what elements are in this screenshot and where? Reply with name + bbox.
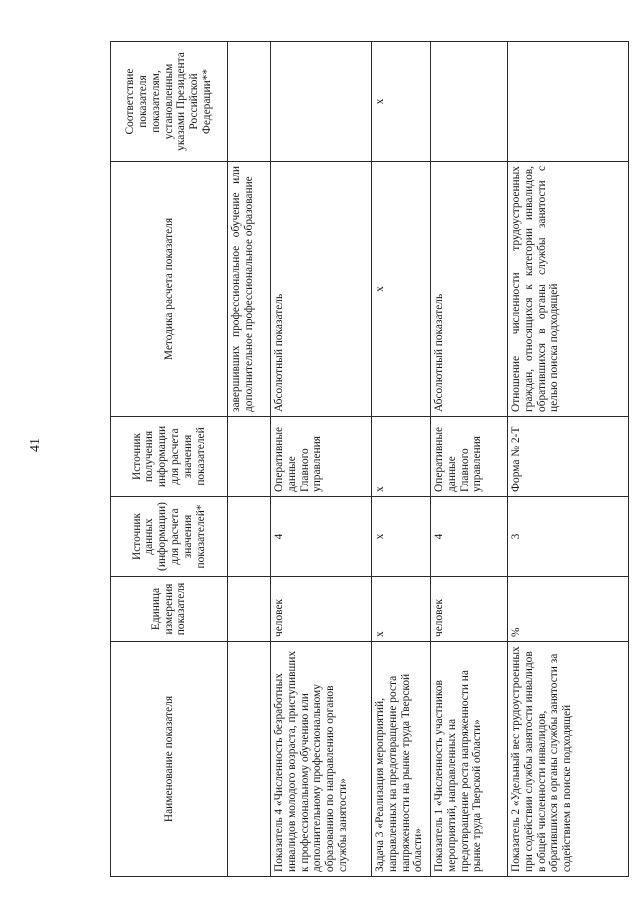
cell-data-source: 3 xyxy=(508,497,629,577)
header-presidential-compliance: Соответствие показателя показателям, установленным указами Президента Российской Федерации** xyxy=(111,42,228,162)
cell-unit: % xyxy=(508,577,629,642)
header-unit: Единица измерения показателя xyxy=(111,577,228,642)
cell-method: Абсолютный показатель xyxy=(271,162,372,417)
cell-unit xyxy=(228,577,271,642)
table-row xyxy=(372,42,431,877)
cell-unit: человек xyxy=(431,577,508,642)
cell-method: завершивших профессиональное обучение или дополнительное профессиональное образование xyxy=(228,162,271,417)
cell-unit: х xyxy=(372,577,431,642)
cell-info-source: х xyxy=(372,417,431,497)
cell-data-source xyxy=(228,497,271,577)
cell-compliance xyxy=(508,42,629,162)
table-header-row xyxy=(111,42,228,877)
cell-data-source: 4 xyxy=(431,497,508,577)
cell-info-source: Оперативные данные Главного управления xyxy=(271,417,372,497)
cell-compliance xyxy=(228,42,271,162)
rotated-table-wrapper xyxy=(110,42,618,877)
cell-indicator-name xyxy=(228,642,271,877)
cell-indicator-name: Показатель 2 «Удельный вес трудоустроенных при содействии службы занятости инвалидов в общей численности инвалидов, обратившихся в органы службы занятости за содействием в поиске подходящей xyxy=(508,642,629,877)
table-row xyxy=(508,42,629,877)
cell-compliance xyxy=(431,42,508,162)
cell-data-source: 4 xyxy=(271,497,372,577)
cell-method: Отношение численности трудоустроенных граждан, относящихся к категории инвалидов, обратившихся в органы службы занятости с целью поиска подходящей xyxy=(508,162,629,417)
cell-info-source: Форма № 2-Т xyxy=(508,417,629,497)
cell-method: х xyxy=(372,162,431,417)
cell-method: Абсолютный показатель xyxy=(431,162,508,417)
header-indicator-name: Наименование показателя xyxy=(111,642,228,877)
cell-data-source: х xyxy=(372,497,431,577)
cell-indicator-name: Задача 3 «Реализация мероприятий, направленных на предотвращение роста напряженности на рынке труда Тверской области» xyxy=(372,642,431,877)
page-number: 41 xyxy=(28,438,43,452)
table-row xyxy=(431,42,508,877)
cell-indicator-name: Показатель 4 «Численность безработных инвалидов молодого возраста, приступивших к профессиональному обучению или дополнительному профессиональному образованию по направлению органов службы занятости» xyxy=(271,642,372,877)
cell-compliance: х xyxy=(372,42,431,162)
cell-indicator-name: Показатель 1 «Численность участников мероприятий, направленных на предотвращение роста напряженности на рынке труда Тверской области» xyxy=(431,642,508,877)
cell-unit: человек xyxy=(271,577,372,642)
cell-info-source xyxy=(228,417,271,497)
indicators-table xyxy=(110,41,629,877)
table-row xyxy=(271,42,372,877)
table-row xyxy=(228,42,271,877)
cell-compliance xyxy=(271,42,372,162)
cell-info-source: Оперативные данные Главного управления xyxy=(431,417,508,497)
header-info-source: Источник получения информации для расчета значения показателей xyxy=(111,417,228,497)
header-method: Методика расчета показателя xyxy=(111,162,228,417)
header-data-source: Источник данных (информации) для расчета значения показателей* xyxy=(111,497,228,577)
